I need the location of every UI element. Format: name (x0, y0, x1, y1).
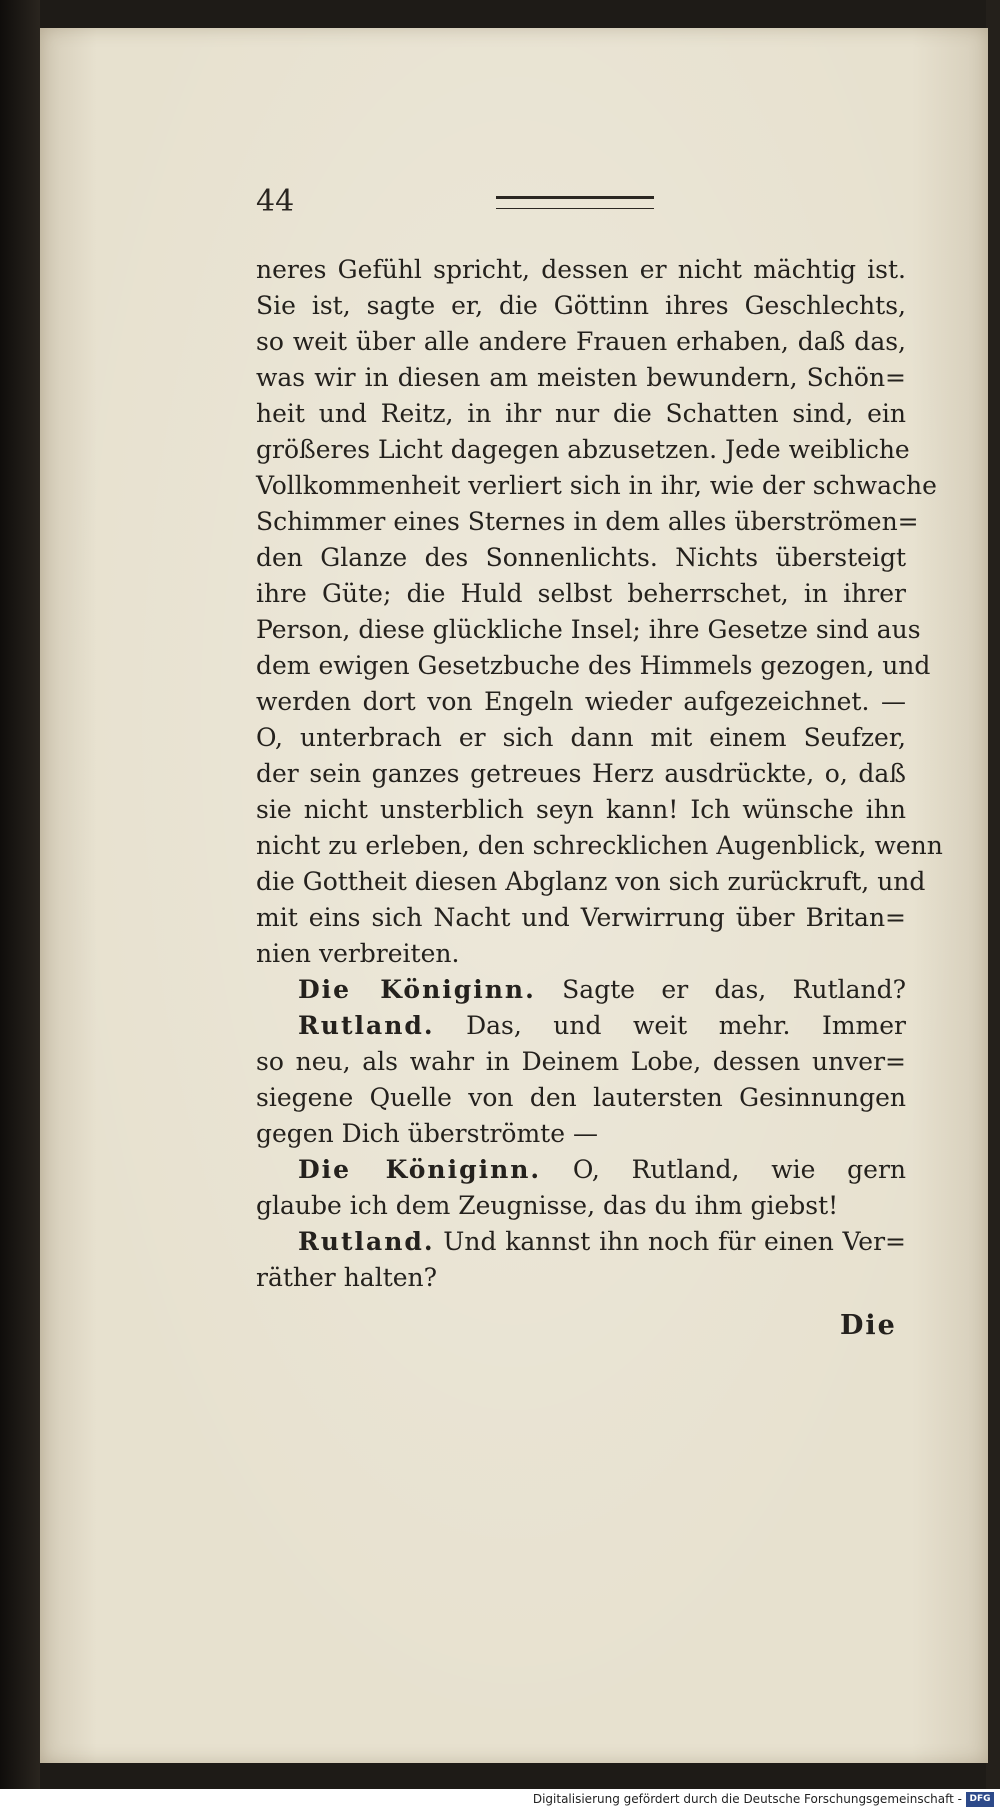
line-text: so weit über alle andere Frauen erhaben, daß das, (256, 327, 906, 356)
line-text: Sagte er das, Rutland? (562, 975, 906, 1004)
line-text: was wir in diesen am meisten bewundern, Schön= (256, 363, 906, 392)
text-line (256, 900, 906, 936)
body-text (256, 252, 943, 1296)
line-text: der sein ganzes getreues Herz ausdrückte, o, daß (256, 759, 906, 788)
line-text: Sie ist, sagte er, die Göttinn ihres Geschlechts, (256, 291, 906, 320)
line-text: Person, diese glückliche Insel; ihre Gesetze sind aus (256, 615, 921, 644)
text-line (256, 1044, 906, 1080)
text-line (256, 360, 906, 396)
speaker-name: Die Königinn. (298, 975, 536, 1004)
dfg-logo-icon[interactable]: DFG (966, 1792, 994, 1807)
page-number: 44 (256, 184, 295, 219)
line-text: Vollkommenheit verliert sich in ihr, wie der schwache (256, 471, 937, 500)
text-line (256, 252, 906, 288)
line-text: glaube ich dem Zeugnisse, das du ihm giebst! (256, 1191, 839, 1220)
text-line (256, 324, 906, 360)
line-text: Und kannst ihn noch für einen Ver= (443, 1227, 906, 1256)
text-line (256, 684, 906, 720)
line-text: O, Rutland, wie gern (572, 1155, 906, 1184)
line-text: nien verbreiten. (256, 939, 460, 968)
line-text: den Glanze des Sonnenlichts. Nichts übersteigt (256, 543, 906, 572)
line-text: sie nicht unsterblich seyn kann! Ich wünsche ihn (256, 795, 906, 824)
text-line (256, 1188, 906, 1224)
book-spine-shadow (0, 0, 40, 1811)
line-text: Schimmer eines Sternes in dem alles überströmen= (256, 507, 919, 536)
text-line (256, 288, 906, 324)
catchword: Die (840, 1310, 897, 1341)
text-line (256, 828, 943, 864)
line-text: heit und Reitz, in ihr nur die Schatten sind, ein (256, 399, 906, 428)
line-text: mit eins sich Nacht und Verwirrung über Britan= (256, 903, 906, 932)
line-text: werden dort von Engeln wieder aufgezeichnet. — (256, 687, 906, 716)
text-line (256, 792, 906, 828)
text-line (256, 396, 906, 432)
book-edge-shadow (986, 0, 1000, 1790)
line-text: neres Gefühl spricht, dessen er nicht mächtig ist. (256, 255, 906, 284)
text-line (256, 648, 931, 684)
text-line (256, 720, 906, 756)
line-text: ihre Güte; die Huld selbst beherrschet, in ihrer (256, 579, 906, 608)
footer-bar (0, 1789, 1000, 1811)
line-text: nicht zu erleben, den schrecklichen Augenblick, wenn (256, 831, 943, 860)
text-line (256, 936, 906, 972)
line-text: siegene Quelle von den lautersten Gesinnungen (256, 1083, 906, 1112)
text-line (256, 864, 926, 900)
text-line (256, 576, 906, 612)
text-line (256, 504, 919, 540)
text-line (256, 1080, 906, 1116)
line-text: dem ewigen Gesetzbuche des Himmels gezogen, und (256, 651, 931, 680)
text-line (256, 1260, 906, 1296)
header-ornament-rule (496, 196, 654, 209)
text-line (256, 1224, 906, 1260)
line-text: Das, und weit mehr. Immer (466, 1011, 906, 1040)
line-text: so neu, als wahr in Deinem Lobe, dessen unver= (256, 1047, 906, 1076)
text-line (256, 1116, 906, 1152)
speaker-name: Rutland. (298, 1011, 435, 1040)
text-line (256, 756, 906, 792)
speaker-name: Rutland. (298, 1227, 435, 1256)
text-line (256, 1152, 906, 1188)
text-line (256, 972, 906, 1008)
line-text: räther halten? (256, 1263, 438, 1292)
text-line (256, 612, 921, 648)
text-line (256, 1008, 906, 1044)
text-line (256, 540, 906, 576)
footer-credit[interactable]: Digitalisierung gefördert durch die Deutsche Forschungsgemeinschaft - (532, 1792, 962, 1806)
line-text: gegen Dich überströmte — (256, 1119, 598, 1148)
text-line (256, 432, 910, 468)
line-text: die Gottheit diesen Abglanz von sich zurückruft, und (256, 867, 926, 896)
speaker-name: Die Königinn. (298, 1155, 542, 1184)
line-text: größeres Licht dagegen abzusetzen. Jede weibliche (256, 435, 910, 464)
text-line (256, 468, 937, 504)
line-text: O, unterbrach er sich dann mit einem Seufzer, (256, 723, 906, 752)
